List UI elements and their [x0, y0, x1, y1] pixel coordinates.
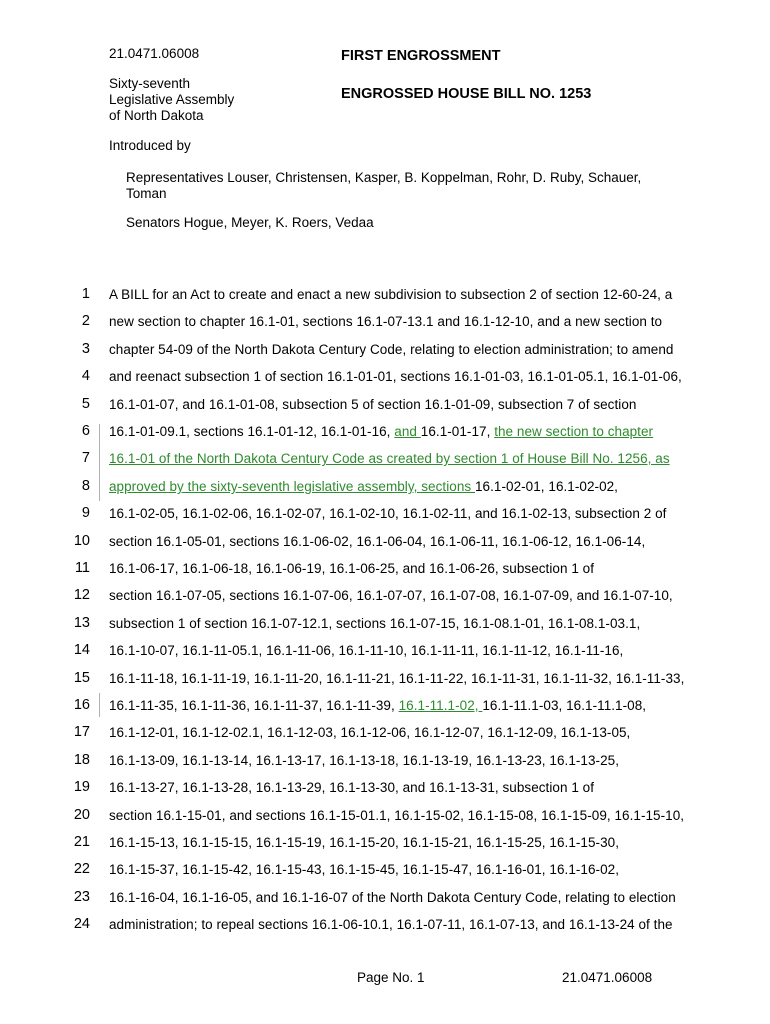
- line-number: 15: [73, 670, 90, 686]
- bill-text: 16.1-13-27, 16.1-13-28, 16.1-13-29, 16.1-13-30, and 16.1-13-31, subsection 1 of: [109, 780, 595, 795]
- bill-text: section 16.1-15-01, and sections 16.1-15-01.1, 16.1-15-02, 16.1-15-08, 16.1-15-09, 16.1-15-10,: [109, 808, 685, 823]
- senators-line: Senators Hogue, Meyer, K. Roers, Vedaa: [126, 215, 374, 230]
- bill-text: subsection 1 of section 16.1-07-12.1, sections 16.1-07-15, 16.1-08.1-01, 16.1-08.1-03.1,: [109, 616, 641, 631]
- bill-text: 16.1-01-17,: [420, 424, 495, 439]
- bill-text: administration; to repeal sections 16.1-06-10.1, 16.1-07-11, 16.1-07-13, and 16.1-13-24 of the: [109, 917, 673, 932]
- bill-text: 16.1-16-04, 16.1-16-05, and 16.1-16-07 of the North Dakota Century Code, relating to election: [109, 890, 676, 905]
- bill-text: section 16.1-07-05, sections 16.1-07-06, 16.1-07-07, 16.1-07-08, 16.1-07-09, and 16.1-07-10,: [109, 588, 673, 603]
- line-number: 7: [81, 450, 90, 466]
- bill-text-line: [109, 917, 673, 932]
- assembly-line: Legislative Assembly: [109, 92, 235, 107]
- line-number: 22: [73, 861, 90, 877]
- line-number: 10: [73, 533, 90, 549]
- bill-text: new section to chapter 16.1-01, sections 16.1-07-13.1 and 16.1-12-10, and a new section to: [109, 314, 663, 329]
- bill-text-line: [109, 397, 636, 412]
- line-number: 20: [73, 807, 90, 823]
- bill-text-line: [109, 616, 640, 631]
- line-number: 12: [73, 587, 90, 603]
- line-number: 23: [73, 889, 90, 905]
- bill-text-line: [109, 835, 619, 850]
- representatives-block: [126, 170, 641, 202]
- representatives-line: Representatives Louser, Christensen, Kasper, B. Koppelman, Rohr, D. Ruby, Schauer,: [126, 170, 642, 185]
- bill-text: 16.1-02-01, 16.1-02-02,: [474, 479, 618, 494]
- change-bar: [99, 693, 100, 717]
- line-number: 11: [74, 560, 90, 576]
- bill-text-line: [109, 725, 630, 740]
- bill-text-line: [109, 314, 662, 329]
- bill-text: 16.1-11-35, 16.1-11-36, 16.1-11-37, 16.1-11-39,: [109, 698, 399, 713]
- bill-text: 16.1-15-13, 16.1-15-15, 16.1-15-19, 16.1-15-20, 16.1-15-21, 16.1-15-25, 16.1-15-30,: [109, 835, 619, 850]
- assembly-block: [109, 76, 234, 124]
- line-number: 21: [73, 834, 90, 850]
- inserted-text: the new section to chapter: [494, 424, 654, 439]
- bill-text-line: [109, 780, 594, 795]
- bill-code: 21.0471.06008: [109, 46, 200, 61]
- bill-text-line: [109, 369, 682, 384]
- bill-text-line: [109, 808, 684, 823]
- line-number: 24: [73, 916, 90, 932]
- bill-text: 16.1-11.1-03, 16.1-11.1-08,: [482, 698, 647, 713]
- line-number: 18: [73, 752, 90, 768]
- bill-text: chapter 54-09 of the North Dakota Century Code, relating to election administration; to amend: [109, 342, 674, 357]
- line-number: 3: [81, 341, 90, 357]
- bill-text-line: [109, 506, 666, 521]
- bill-text-line: [109, 643, 623, 658]
- line-number: 17: [73, 724, 90, 740]
- bill-text: 16.1-11-18, 16.1-11-19, 16.1-11-20, 16.1-11-21, 16.1-11-22, 16.1-11-31, 16.1-11-32, 16.1-11-33,: [109, 671, 685, 686]
- inserted-text: and: [394, 424, 421, 439]
- bill-text-line: [109, 753, 619, 768]
- representatives-line: Toman: [126, 186, 167, 201]
- bill-text: A BILL for an Act to create and enact a new subdivision to subsection 2 of section 12-60-24, a: [109, 287, 673, 302]
- inserted-text: 16.1-11.1-02,: [398, 698, 483, 713]
- bill-text-line: [109, 862, 619, 877]
- bill-text: and reenact subsection 1 of section 16.1-01-01, sections 16.1-01-03, 16.1-01-05.1, 16.1-01-06,: [109, 369, 682, 384]
- bill-text: 16.1-10-07, 16.1-11-05.1, 16.1-11-06, 16.1-11-10, 16.1-11-11, 16.1-11-12, 16.1-11-16,: [109, 643, 624, 658]
- engrossment-heading: FIRST ENGROSSMENT: [341, 48, 501, 64]
- page-number: Page No. 1: [357, 970, 425, 985]
- line-number: 5: [81, 396, 90, 412]
- line-number: 13: [73, 615, 90, 631]
- bill-title: ENGROSSED HOUSE BILL NO. 1253: [341, 86, 592, 102]
- bill-text-line: [109, 534, 645, 549]
- bill-text-line: [109, 561, 594, 576]
- bill-text: 16.1-12-01, 16.1-12-02.1, 16.1-12-03, 16.1-12-06, 16.1-12-07, 16.1-12-09, 16.1-13-05,: [109, 725, 631, 740]
- bill-text-line: [109, 424, 653, 439]
- line-number: 6: [81, 423, 90, 439]
- line-number: 2: [81, 313, 90, 329]
- bill-text: section 16.1-05-01, sections 16.1-06-02, 16.1-06-04, 16.1-06-11, 16.1-06-12, 16.1-06-14,: [109, 534, 646, 549]
- bill-text-line: [109, 588, 673, 603]
- line-number: 16: [73, 697, 90, 713]
- change-bar: [99, 424, 100, 501]
- bill-text: 16.1-06-17, 16.1-06-18, 16.1-06-19, 16.1-06-25, and 16.1-06-26, subsection 1 of: [109, 561, 595, 576]
- bill-text-line: [109, 287, 672, 302]
- line-number: 14: [73, 642, 90, 658]
- bill-text: 16.1-13-09, 16.1-13-14, 16.1-13-17, 16.1-13-18, 16.1-13-19, 16.1-13-23, 16.1-13-25,: [109, 753, 619, 768]
- bill-text: 16.1-15-37, 16.1-15-42, 16.1-15-43, 16.1-15-45, 16.1-15-47, 16.1-16-01, 16.1-16-02,: [109, 862, 619, 877]
- inserted-text: approved by the sixty-seventh legislative assembly, sections: [109, 479, 475, 494]
- bill-text-line: [109, 342, 673, 357]
- bill-text: 16.1-01-09.1, sections 16.1-01-12, 16.1-01-16,: [109, 424, 395, 439]
- line-number: 9: [81, 505, 90, 521]
- bill-text-line: [109, 479, 618, 494]
- bill-text-line: [109, 698, 646, 713]
- bill-text: 16.1-02-05, 16.1-02-06, 16.1-02-07, 16.1-02-10, 16.1-02-11, and 16.1-02-13, subsection 2 of: [109, 506, 667, 521]
- line-number: 4: [81, 368, 90, 384]
- bill-text-line: [109, 890, 676, 905]
- line-number: 1: [81, 286, 90, 302]
- bill-text-line: [109, 671, 684, 686]
- introduced-by-label: Introduced by: [109, 138, 191, 153]
- assembly-line: of North Dakota: [109, 108, 204, 123]
- line-number: 19: [73, 779, 90, 795]
- footer-bill-code: 21.0471.06008: [562, 970, 653, 985]
- inserted-text: 16.1-01 of the North Dakota Century Code as created by section 1 of House Bill No. 1256, as: [109, 451, 670, 466]
- line-number: 8: [81, 478, 90, 494]
- bill-text-line: [109, 451, 670, 466]
- bill-text: 16.1-01-07, and 16.1-01-08, subsection 5 of section 16.1-01-09, subsection 7 of section: [109, 397, 637, 412]
- assembly-line: Sixty-seventh: [109, 76, 191, 91]
